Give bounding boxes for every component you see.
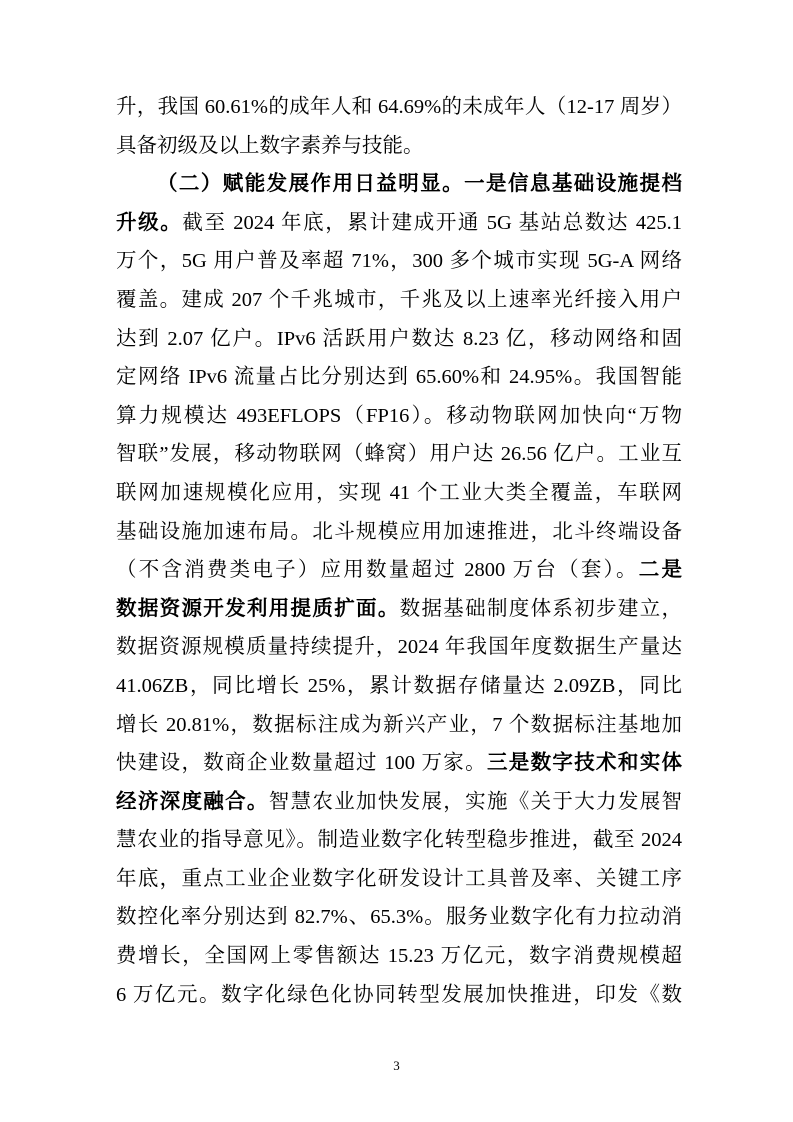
text-line [116,165,682,204]
bold-text-segment: 二是 [638,559,682,582]
text-line [116,88,682,127]
text-line [116,937,682,976]
text-segment: 升，我国 60.61%的成年人和 64.69%的未成年人（12-17 周岁） [116,96,682,118]
text-line [116,628,682,667]
text-line [116,783,682,822]
text-line [116,242,682,281]
text-segment: 数据资源规模质量持续提升，2024 年我国年度数据生产量达 [116,636,682,659]
bold-text-segment: 三是数字技术和实体 [486,752,682,775]
text-segment: 智慧农业加快发展，实施《关于大力发展智 [268,790,682,813]
text-line [116,821,682,860]
text-segment: 数据基础制度体系初步建立， [399,597,682,620]
text-segment: 智联”发展，移动物联网（蜂窝）用户达 26.56 亿户。工业互 [116,443,682,466]
bold-text-segment: 数据资源开发利用提质扩面。 [116,597,400,620]
text-segment: 6 万亿元。数字化绿色化协同转型发展加快推进，印发《数 [116,983,682,1006]
text-line [116,204,682,243]
text-segment: 覆盖。建成 207 个千兆城市，千兆及以上速率光纤接入用户 [116,288,682,311]
text-line [116,474,682,513]
text-segment: 快建设，数商企业数量超过 100 万家。 [116,752,487,775]
text-line [116,127,682,166]
bold-text-segment: 升级。 [116,211,183,234]
text-line [116,358,682,397]
text-segment: 万个，5G 用户普及率超 71%，300 多个城市实现 5G-A 网络 [116,250,682,273]
text-segment: 具备初级及以上数字素养与技能。 [116,134,424,157]
text-segment: 联网加速规模化应用，实现 41 个工业大类全覆盖，车联网 [116,481,682,504]
text-line [116,513,682,552]
text-segment: 慧农业的指导意见》。制造业数字化转型稳步推进，截至 2024 [116,829,682,852]
text-segment: 截至 2024 年底，累计建成开通 5G 基站总数达 425.1 [182,211,682,234]
text-line [116,281,682,320]
text-segment: 41.06ZB，同比增长 25%，累计数据存储量达 2.09ZB，同比 [116,674,682,697]
text-segment: 定网络 IPv6 流量占比分别达到 65.60%和 24.95%。我国智能 [116,366,682,389]
text-line [116,667,682,706]
text-line [116,397,682,436]
text-segment: 数控化率分别达到 82.7%、65.3%。服务业数字化有力拉动消 [116,906,682,929]
text-line [116,898,682,937]
text-line [116,320,682,359]
text-line [116,435,682,474]
text-line [116,590,682,629]
text-segment: （不含消费类电子）应用数量超过 2800 万台（套）。 [116,559,639,582]
text-line [116,744,682,783]
text-segment: 基础设施加速布局。北斗规模应用加速推进，北斗终端设备 [116,520,682,543]
text-segment: 达到 2.07 亿户。IPv6 活跃用户数达 8.23 亿，移动网络和固 [116,327,682,350]
text-line [116,976,682,1015]
text-segment: 算力规模达 493EFLOPS（FP16）。移动物联网加快向“万物 [116,404,682,427]
text-line [116,706,682,745]
text-line [116,551,682,590]
page-number: 3 [393,1058,400,1073]
text-segment: 费增长，全国网上零售额达 15.23 万亿元，数字消费规模超 [116,945,682,968]
text-body [116,88,682,1014]
text-line [116,860,682,899]
bold-text-segment: 经济深度融合。 [116,790,269,813]
text-segment: 年底，重点工业企业数字化研发设计工具普及率、关键工序 [116,867,682,890]
text-segment: 增长 20.81%，数据标注成为新兴产业，7 个数据标注基地加 [116,713,682,736]
bold-text-segment: （二）赋能发展作用日益明显。一是信息基础设施提档 [157,173,682,196]
